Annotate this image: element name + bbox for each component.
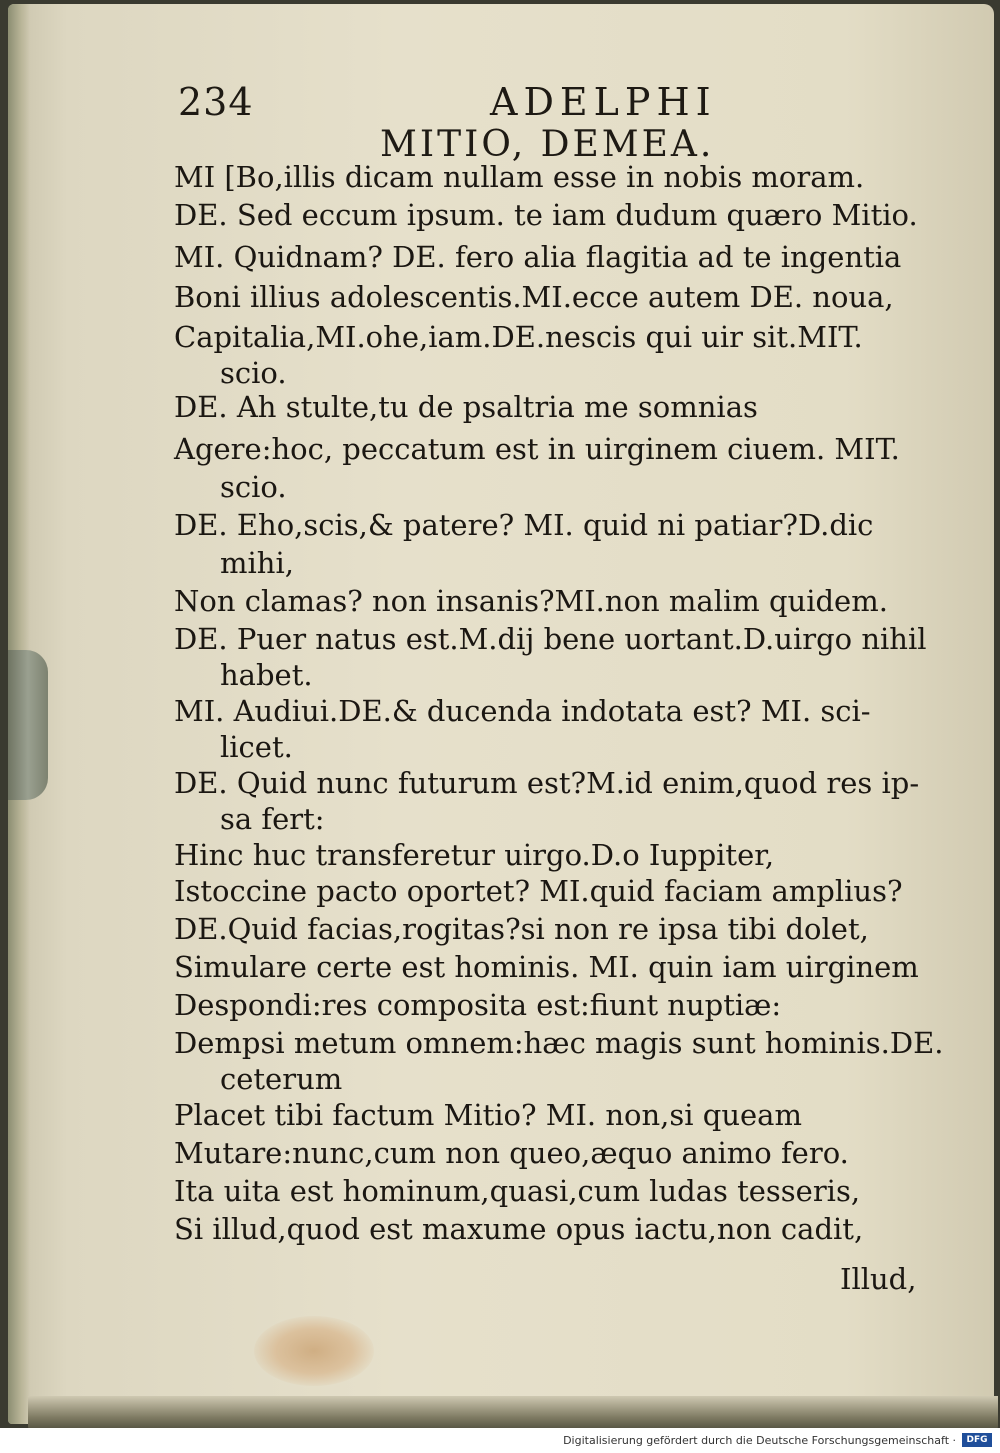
text-line: MI [Bo,illis dicam nullam esse in nobis moram.: [174, 160, 865, 194]
text-line: DE. Quid nunc futurum est?M.id enim,quod res ip-: [174, 766, 920, 800]
text-line: Si illud,quod est maxume opus iactu,non cadit,: [174, 1212, 864, 1246]
text-line: Mutare:nunc,cum non queo,æquo animo fero.: [174, 1136, 849, 1170]
dfg-logo-icon: DFG: [962, 1433, 992, 1447]
catchword: Illud,: [840, 1262, 917, 1296]
text-line: Simulare certe est hominis. MI. quin iam uirginem: [174, 950, 919, 984]
text-line: Boni illius adolescentis.MI.ecce autem DE. noua,: [174, 280, 894, 314]
footer-bar: [0, 1428, 1000, 1453]
text-line: Agere:hoc, peccatum est in uirginem ciuem. MIT.: [174, 432, 900, 466]
paper-stain: [254, 1316, 374, 1386]
text-line: DE.Quid facias,rogitas?si non re ipsa tibi dolet,: [174, 912, 869, 946]
text-line: Istoccine pacto oportet? MI.quid faciam amplius?: [174, 874, 903, 908]
text-line: DE. Ah stulte,tu de psaltria me somnias: [174, 390, 758, 424]
funding-notice: Digitalisierung gefördert durch die Deutsche Forschungsgemeinschaft ·: [563, 1434, 956, 1447]
page-header: [178, 80, 738, 130]
text-line: Hinc huc transferetur uirgo.D.o Iuppiter,: [174, 838, 775, 872]
text-line: MI. Quidnam? DE. fero alia flagitia ad te ingentia: [174, 240, 902, 274]
text-line: Placet tibi factum Mitio? MI. non,si queam: [174, 1098, 802, 1132]
page-bottom-edge: [28, 1396, 998, 1432]
text-line: ceterum: [220, 1062, 343, 1096]
text-line: scio.: [220, 356, 287, 390]
text-line: Dempsi metum omnem:hæc magis sunt hominis.DE.: [174, 1026, 944, 1060]
text-line: mihi,: [220, 546, 294, 580]
text-line: scio.: [220, 470, 287, 504]
text-line: habet.: [220, 658, 313, 692]
text-line: Ita uita est hominum,quasi,cum ludas tesseris,: [174, 1174, 861, 1208]
running-title: ADELPHI: [490, 80, 717, 124]
text-line: Non clamas? non insanis?MI.non malim quidem.: [174, 584, 888, 618]
scene-heading: MITIO, DEMEA.: [380, 124, 715, 165]
text-line: Capitalia,MI.ohe,iam.DE.nescis qui uir sit.MIT.: [174, 320, 863, 354]
text-line: DE. Eho,scis,& patere? MI. quid ni patiar?D.dic: [174, 508, 874, 542]
text-line: MI. Audiui.DE.& ducenda indotata est? MI. sci-: [174, 694, 871, 728]
text-line: DE. Puer natus est.M.dij bene uortant.D.uirgo nihil: [174, 622, 927, 656]
text-line: Despondi:res composita est:fiunt nuptiæ:: [174, 988, 782, 1022]
book-clasp: [8, 650, 48, 800]
text-line: DE. Sed eccum ipsum. te iam dudum quæro Mitio.: [174, 198, 918, 232]
text-line: sa fert:: [220, 802, 325, 836]
page-number: 234: [178, 80, 254, 124]
text-line: licet.: [220, 730, 293, 764]
